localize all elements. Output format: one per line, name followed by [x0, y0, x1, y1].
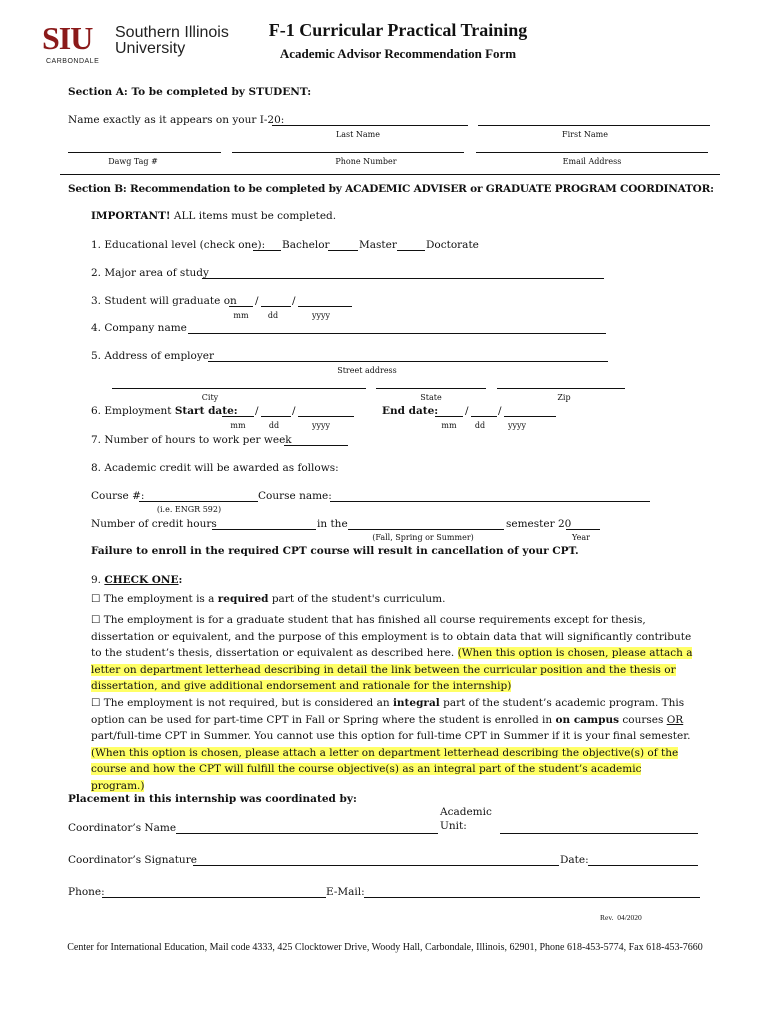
- option-a-pre: The employment is a: [103, 593, 218, 605]
- state-field[interactable]: [376, 388, 486, 389]
- end-yyyy-label: yyyy: [507, 421, 527, 430]
- start-date-label: Start date:: [174, 405, 238, 417]
- footer-address: Center for International Education, Mail code 4333, 425 Clocktower Drive, Woody Hall, Carbondale, Illinois, 62901, Phone 618-453-5774, Fax 618-453-7660: [67, 942, 703, 953]
- coordinator-signature-field[interactable]: [193, 865, 559, 866]
- q9-number: 9.: [91, 574, 105, 586]
- coordinator-name-label: Coordinator’s Name: [68, 822, 177, 834]
- first-name-label: First Name: [562, 130, 608, 139]
- academic-label: Academic: [440, 806, 492, 818]
- zip-label: Zip: [557, 393, 571, 402]
- q8-label: 8. Academic credit will be awarded as follows:: [91, 462, 339, 474]
- q6-prefix: 6. Employment: [91, 405, 172, 417]
- option-a-post: part of the student's curriculum.: [268, 593, 446, 605]
- name-label: Name exactly as it appears on your I-20:: [68, 114, 285, 126]
- option-b-checkbox[interactable]: ☐: [91, 614, 101, 626]
- option-c-bold1: integral: [392, 697, 440, 709]
- doctorate-blank[interactable]: [397, 250, 425, 251]
- phone-label: Phone Number: [335, 157, 397, 166]
- end-date-label: End date:: [382, 405, 439, 417]
- master-blank[interactable]: [328, 250, 358, 251]
- course-name-field[interactable]: [330, 501, 650, 502]
- section-divider: [60, 174, 720, 175]
- siu-logo: [42, 22, 232, 70]
- coord-phone-field[interactable]: [102, 897, 326, 898]
- q1-master: Master: [359, 239, 397, 251]
- logo-campus: CARBONDALE: [46, 58, 100, 65]
- logo-mark: SIU: [42, 20, 93, 56]
- end-mm-label: mm: [441, 421, 457, 430]
- year-hint: Year: [572, 533, 590, 542]
- start-mm-field[interactable]: [222, 416, 254, 417]
- bachelor-blank[interactable]: [253, 250, 281, 251]
- major-field[interactable]: [202, 278, 604, 279]
- term-hint: (Fall, Spring or Summer): [372, 533, 474, 542]
- q9-label: [91, 574, 182, 586]
- in-the-label: in the: [317, 518, 348, 530]
- failure-warning: Failure to enroll in the required CPT course will result in cancellation of your CPT.: [91, 545, 579, 557]
- option-c-checkbox[interactable]: ☐: [91, 697, 101, 709]
- placement-heading: Placement in this internship was coordinated by:: [68, 793, 357, 805]
- option-c-3: courses: [619, 713, 667, 726]
- city-label: City: [201, 393, 219, 402]
- end-mm-field[interactable]: [435, 416, 463, 417]
- coordinator-name-field[interactable]: [176, 833, 438, 834]
- option-c-4: part/full-time CPT in Summer. You cannot use this option for full-time CPT in Summer if it is your final semester.: [91, 730, 691, 742]
- option-c-2: part of the student’s academic program. This option can be used for part-time CPT in Fall or Spring where the student is enrolled in: [91, 697, 685, 726]
- option-c: [91, 695, 697, 794]
- end-dd-field[interactable]: [471, 416, 497, 417]
- form-title: F-1 Curricular Practical Training: [268, 20, 528, 40]
- dawg-tag-label: Dawg Tag #: [108, 157, 158, 166]
- term-field[interactable]: [348, 529, 504, 530]
- company-field[interactable]: [188, 333, 606, 334]
- slash: /: [292, 295, 296, 307]
- q1-bachelor: Bachelor: [282, 239, 330, 251]
- first-name-field[interactable]: [478, 125, 710, 126]
- last-name-field[interactable]: [272, 125, 468, 126]
- grad-dd-label: dd: [267, 311, 279, 320]
- revision-note: Rev. 04/2020: [600, 913, 642, 922]
- email-label: E-Mail:: [326, 886, 365, 898]
- q3-label: 3. Student will graduate on: [91, 295, 237, 307]
- q7-label: 7. Number of hours to work per week: [91, 434, 292, 446]
- year-field[interactable]: [566, 529, 600, 530]
- option-a: [91, 591, 691, 608]
- credit-hours-field[interactable]: [212, 529, 316, 530]
- section-a-heading: Section A: To be completed by STUDENT:: [68, 86, 312, 98]
- last-name-label: Last Name: [335, 130, 381, 139]
- dawg-tag-field[interactable]: [68, 152, 221, 153]
- hours-field[interactable]: [284, 445, 348, 446]
- q5-label: 5. Address of employer: [91, 350, 215, 362]
- option-a-checkbox[interactable]: ☐: [91, 593, 101, 605]
- grad-yyyy-field[interactable]: [298, 306, 352, 307]
- zip-field[interactable]: [497, 388, 625, 389]
- coordinator-signature-label: Coordinator’s Signature: [68, 854, 197, 866]
- q1-doctorate: Doctorate: [426, 239, 479, 251]
- option-b: [91, 612, 697, 695]
- section-b-heading: Section B: Recommendation to be completed by ACADEMIC ADVISER or GRADUATE PROGRAM COORDINATOR:: [68, 183, 714, 195]
- option-b-text: The employment is for a graduate student that has finished all course requirements except for thesis, dissertation or equivalent, and the purpose of this employment is to obtain data that will significantly contribute to the student’s thesis, dissertation or equivalent as described here.: [91, 614, 692, 659]
- start-dd-label: dd: [268, 421, 280, 430]
- q1-label: 1. Educational level (check one):: [91, 239, 266, 251]
- slash: /: [255, 405, 259, 417]
- coord-email-field[interactable]: [364, 897, 700, 898]
- academic-unit-field[interactable]: [500, 833, 698, 834]
- street-field[interactable]: [208, 361, 608, 362]
- email-field[interactable]: [476, 152, 708, 153]
- important-text: ALL items must be completed.: [170, 210, 337, 222]
- slash: /: [292, 405, 296, 417]
- important-label: IMPORTANT!: [91, 210, 171, 222]
- option-c-highlight: (When this option is chosen, please attach a letter on department letterhead describing the objective(s) of the course and how the CPT will fulfill the course objective(s) as an integral part of the student’s academic program.): [91, 746, 679, 792]
- state-label: State: [420, 393, 442, 402]
- option-a-bold: required: [217, 593, 269, 605]
- form-subtitle: Academic Advisor Recommendation Form: [279, 46, 517, 61]
- credit-hours-label: Number of credit hours: [91, 518, 217, 530]
- grad-mm-label: mm: [233, 311, 249, 320]
- slash: /: [255, 295, 259, 307]
- q6-label: [91, 405, 238, 417]
- semester-label: semester 20: [506, 518, 572, 530]
- grad-dd-field[interactable]: [261, 306, 291, 307]
- option-c-bold2: on campus: [555, 713, 620, 726]
- course-num-label: Course #:: [91, 490, 145, 502]
- unit-label: Unit:: [440, 820, 467, 832]
- street-label: Street address: [337, 366, 397, 375]
- q4-label: 4. Company name: [91, 322, 187, 334]
- option-c-or: OR: [666, 713, 684, 726]
- q2-label: 2. Major area of study: [91, 267, 209, 279]
- email-label: Email Address: [562, 157, 622, 166]
- check-one-label: CHECK ONE: [104, 574, 179, 586]
- start-yyyy-field[interactable]: [298, 416, 354, 417]
- logo-name-line2: University: [115, 40, 186, 57]
- date-label: Date:: [560, 854, 589, 866]
- start-dd-field[interactable]: [261, 416, 291, 417]
- city-field[interactable]: [112, 388, 366, 389]
- grad-yyyy-label: yyyy: [311, 311, 331, 320]
- option-b-highlight: (When this option is chosen, please attach a letter on department letterhead describing in detail the link between the curricular position and the thesis or dissertation, and give additional endorsement and rationale for the internship): [91, 647, 693, 692]
- course-name-label: Course name:: [258, 490, 332, 502]
- colon: :: [178, 574, 183, 586]
- slash: /: [465, 405, 469, 417]
- end-dd-label: dd: [474, 421, 486, 430]
- start-mm-label: mm: [230, 421, 246, 430]
- grad-mm-field[interactable]: [229, 306, 253, 307]
- slash: /: [498, 405, 502, 417]
- date-field[interactable]: [588, 865, 698, 866]
- end-yyyy-field[interactable]: [504, 416, 556, 417]
- option-c-1: The employment is not required, but is considered an: [103, 697, 393, 709]
- course-num-field[interactable]: [139, 501, 258, 502]
- phone-label: Phone:: [68, 886, 105, 898]
- course-hint: (i.e. ENGR 592): [156, 505, 222, 514]
- logo-name-line1: Southern Illinois: [115, 24, 229, 41]
- important-note: [91, 210, 336, 222]
- start-yyyy-label: yyyy: [311, 421, 331, 430]
- phone-field[interactable]: [232, 152, 464, 153]
